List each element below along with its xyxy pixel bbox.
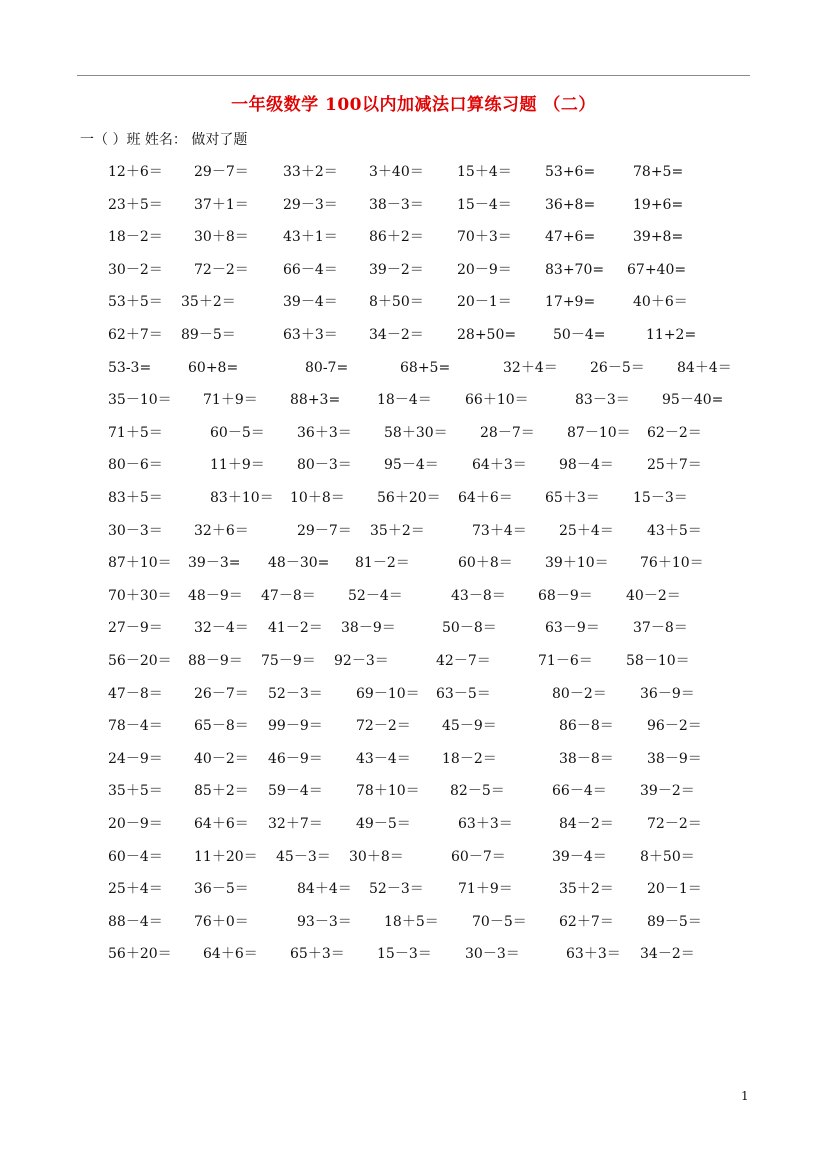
- math-problem: 34－2＝: [369, 327, 424, 343]
- math-problem: 49－5＝: [356, 816, 411, 832]
- math-problem: 98－4＝: [559, 457, 614, 474]
- math-problem: 63－9＝: [545, 620, 600, 637]
- math-problem: 68+5=: [400, 359, 451, 376]
- math-problem: 11+2=: [646, 327, 697, 343]
- math-problem: 66－4＝: [552, 783, 607, 800]
- math-problem: 35＋2＝: [181, 294, 236, 311]
- math-problem: 62＋7＝: [108, 327, 163, 343]
- math-problem: 80－2＝: [552, 685, 607, 702]
- math-problem: 39+8=: [633, 229, 684, 246]
- student-info-line: 一（ ）班 姓名： 做对了题: [80, 132, 248, 148]
- math-problem: 38－8＝: [559, 750, 614, 767]
- math-problem: 37－8＝: [633, 620, 688, 637]
- math-problem: 72－2＝: [647, 816, 702, 832]
- math-problem: 64＋6＝: [203, 946, 258, 963]
- math-problem: 89－5＝: [181, 327, 236, 343]
- math-problem: 41－2＝: [268, 620, 323, 637]
- math-problem: 30－2＝: [108, 261, 163, 278]
- math-problem: 8＋50＝: [640, 848, 695, 865]
- math-problem: 83＋10＝: [210, 490, 274, 506]
- math-problem: 60－5＝: [210, 424, 265, 441]
- math-problem: 80－6＝: [108, 457, 163, 474]
- math-problem: 60－7＝: [451, 848, 506, 865]
- math-problem: 63＋3＝: [458, 816, 513, 832]
- math-problem: 3＋40＝: [369, 164, 424, 180]
- math-problem: 36+8=: [545, 196, 596, 213]
- math-problem: 84＋4＝: [297, 881, 352, 898]
- math-problem: 96－2＝: [647, 718, 702, 735]
- math-problem: 64＋6＝: [194, 816, 249, 832]
- math-problem: 80-7=: [305, 359, 349, 376]
- math-problem: 30－3＝: [465, 946, 520, 963]
- math-problem: 58＋30＝: [384, 424, 448, 441]
- math-problem: 56＋20＝: [377, 490, 441, 506]
- math-problem: 83－3＝: [575, 392, 630, 409]
- math-problem: 66＋10＝: [465, 392, 529, 409]
- math-problem: 18－2＝: [108, 229, 163, 246]
- math-problem: 68－9＝: [538, 587, 593, 604]
- math-problem: 85＋2＝: [194, 783, 249, 800]
- math-problem: 63＋3＝: [566, 946, 621, 963]
- math-problem: 56＋20＝: [108, 946, 172, 963]
- math-problem: 66－4＝: [283, 261, 338, 278]
- math-problem: 71＋9＝: [203, 392, 258, 409]
- math-problem: 40－2＝: [194, 750, 249, 767]
- math-problem: 35＋2＝: [559, 881, 614, 898]
- math-problem: 43＋5＝: [647, 522, 702, 539]
- math-problem: 36－5＝: [194, 881, 249, 898]
- math-problem: 93－3＝: [297, 913, 352, 930]
- math-problem: 88+3=: [290, 392, 341, 409]
- math-problem: 70＋3＝: [457, 229, 512, 246]
- math-problem: 71＋5＝: [108, 424, 163, 441]
- math-problem: 24－9＝: [108, 750, 163, 767]
- math-problem: 20－1＝: [457, 294, 512, 311]
- math-problem: 27－9＝: [108, 620, 163, 637]
- math-problem: 39－4＝: [283, 294, 338, 311]
- math-problem: 34－2＝: [640, 946, 695, 963]
- math-problem: 83＋5＝: [108, 490, 163, 506]
- math-problem: 62＋7＝: [559, 913, 614, 930]
- math-problem: 73＋4＝: [472, 522, 527, 539]
- math-problem: 30－3＝: [108, 522, 163, 539]
- math-problem: 47－8＝: [261, 587, 316, 604]
- math-problem: 45－3＝: [276, 848, 331, 865]
- math-problem: 65＋3＝: [545, 490, 600, 506]
- math-problem: 40＋6＝: [633, 294, 688, 311]
- math-problem: 71－6＝: [538, 653, 593, 669]
- math-problem: 28－7＝: [480, 424, 535, 441]
- math-problem: 76＋0＝: [194, 913, 249, 930]
- math-problem: 36－9＝: [640, 685, 695, 702]
- math-problem: 60+8=: [188, 359, 239, 376]
- math-problem: 47－8＝: [108, 685, 163, 702]
- math-problem: 89－5＝: [647, 913, 702, 930]
- math-problem: 47+6=: [545, 229, 596, 246]
- math-problem: 75－9＝: [261, 653, 316, 669]
- math-problem: 12＋6＝: [108, 164, 163, 180]
- math-problem: 20－9＝: [108, 816, 163, 832]
- math-problem: 33＋2＝: [283, 164, 338, 180]
- math-problem: 52－3＝: [369, 881, 424, 898]
- math-problem: 87－10＝: [567, 424, 631, 441]
- math-problem: 72－2＝: [194, 261, 249, 278]
- math-problem: 86－8＝: [559, 718, 614, 735]
- header-rule: [77, 75, 750, 76]
- math-problem: 39－2＝: [640, 783, 695, 800]
- math-problem: 56－20＝: [108, 653, 172, 669]
- math-problem: 78－4＝: [108, 718, 163, 735]
- math-problem: 39－3=: [188, 555, 241, 572]
- math-problem: 63＋3＝: [283, 327, 338, 343]
- math-problem: 99－9＝: [268, 718, 323, 735]
- math-problem: 53+6=: [545, 164, 596, 180]
- worksheet-title: 一年级数学 100以内加减法口算练习题 （二）: [231, 95, 596, 115]
- math-problem: 72－2＝: [356, 718, 411, 735]
- math-problem: 39－2＝: [369, 261, 424, 278]
- math-problem: 32－4＝: [194, 620, 249, 637]
- math-problem: 84－2＝: [559, 816, 614, 832]
- math-problem: 20－9＝: [457, 261, 512, 278]
- math-problem: 50－8＝: [442, 620, 497, 637]
- math-problem: 23＋5＝: [108, 196, 163, 213]
- math-problem: 32＋7＝: [268, 816, 323, 832]
- math-problem: 52－3＝: [268, 685, 323, 702]
- math-problem: 20－1＝: [647, 881, 702, 898]
- math-problem: 10＋8＝: [290, 490, 345, 506]
- math-problem: 32＋4＝: [503, 359, 558, 376]
- math-problem: 35－10＝: [108, 392, 172, 409]
- math-problem: 35＋5＝: [108, 783, 163, 800]
- math-problem: 92－3＝: [334, 653, 389, 669]
- math-problem: 30＋8＝: [349, 848, 404, 865]
- math-problem: 43－4＝: [356, 750, 411, 767]
- math-problem: 18－2＝: [442, 750, 497, 767]
- math-problem: 45－9＝: [442, 718, 497, 735]
- math-problem: 65－8＝: [194, 718, 249, 735]
- math-problem: 65＋3＝: [290, 946, 345, 963]
- math-problem: 62－2＝: [647, 424, 702, 441]
- math-problem: 46－9＝: [268, 750, 323, 767]
- math-problem: 29－3＝: [283, 196, 338, 213]
- math-problem: 59－4＝: [268, 783, 323, 800]
- math-problem: 15＋4＝: [457, 164, 512, 180]
- math-problem: 48－9＝: [188, 587, 243, 604]
- math-problem: 53＋5＝: [108, 294, 163, 311]
- math-problem: 71＋9＝: [458, 881, 513, 898]
- math-problem: 60＋8＝: [458, 555, 513, 572]
- math-problem: 15－4＝: [457, 196, 512, 213]
- math-problem: 29－7＝: [194, 164, 249, 180]
- math-problem: 64＋3＝: [472, 457, 527, 474]
- math-problem: 50－4=: [553, 327, 606, 343]
- math-problem: 37＋1＝: [194, 196, 249, 213]
- math-problem: 83+70=: [545, 261, 605, 278]
- math-problem: 19+6=: [633, 196, 684, 213]
- math-problem: 82－5＝: [450, 783, 505, 800]
- math-problem: 15－3＝: [377, 946, 432, 963]
- page-number: 1: [741, 1089, 749, 1103]
- math-problem: 81－2＝: [355, 555, 410, 572]
- math-problem: 29－7＝: [297, 522, 352, 539]
- math-problem: 60－4＝: [108, 848, 163, 865]
- math-problem: 25＋7＝: [647, 457, 702, 474]
- math-problem: 25＋4＝: [559, 522, 614, 539]
- math-problem: 70－5＝: [472, 913, 527, 930]
- math-problem: 36＋3＝: [297, 424, 352, 441]
- math-problem: 39＋10＝: [545, 555, 609, 572]
- math-problem: 58－10＝: [626, 653, 690, 669]
- math-problem: 15－3＝: [633, 490, 688, 506]
- math-problem: 76＋10＝: [640, 555, 704, 572]
- math-problem: 8＋50＝: [369, 294, 424, 311]
- math-problem: 11＋20＝: [194, 848, 258, 865]
- math-problem: 28+50=: [457, 327, 517, 343]
- math-problem: 18＋5＝: [384, 913, 439, 930]
- math-problem: 42－7＝: [436, 653, 491, 669]
- math-problem: 95－4＝: [384, 457, 439, 474]
- math-problem: 40－2＝: [626, 587, 681, 604]
- math-problem: 80－3＝: [297, 457, 352, 474]
- math-problem: 43－8＝: [451, 587, 506, 604]
- math-problem: 84＋4＝: [677, 359, 732, 376]
- math-problem: 52－4＝: [348, 587, 403, 604]
- math-problem: 69－10＝: [356, 685, 420, 702]
- math-problem: 11＋9＝: [210, 457, 265, 474]
- math-problem: 38－3＝: [369, 196, 424, 213]
- math-problem: 26－5＝: [590, 359, 645, 376]
- math-problem: 87＋10＝: [108, 555, 172, 572]
- math-problem: 63－5＝: [436, 685, 491, 702]
- math-problem: 25＋4＝: [108, 881, 163, 898]
- math-problem: 95－40=: [662, 392, 724, 409]
- math-problem: 88－4＝: [108, 913, 163, 930]
- math-problem: 30＋8＝: [194, 229, 249, 246]
- math-problem: 70＋30＝: [108, 587, 172, 604]
- math-problem: 48－30=: [268, 555, 330, 572]
- math-problem: 88－9＝: [188, 653, 243, 669]
- math-problem: 35＋2＝: [370, 522, 425, 539]
- math-problem: 18－4＝: [377, 392, 432, 409]
- math-problem: 39－4＝: [552, 848, 607, 865]
- math-problem: 67+40=: [627, 261, 687, 278]
- math-problem: 43＋1＝: [283, 229, 338, 246]
- math-problem: 17+9=: [545, 294, 596, 311]
- math-problem: 26－7＝: [194, 685, 249, 702]
- math-problem: 38－9＝: [341, 620, 396, 637]
- math-problem: 32＋6＝: [194, 522, 249, 539]
- math-problem: 38－9＝: [647, 750, 702, 767]
- math-problem: 86＋2＝: [369, 229, 424, 246]
- math-problem: 53-3=: [108, 359, 152, 376]
- math-problem: 64＋6＝: [458, 490, 513, 506]
- math-problem: 78＋10＝: [356, 783, 420, 800]
- math-problem: 78+5=: [633, 164, 684, 180]
